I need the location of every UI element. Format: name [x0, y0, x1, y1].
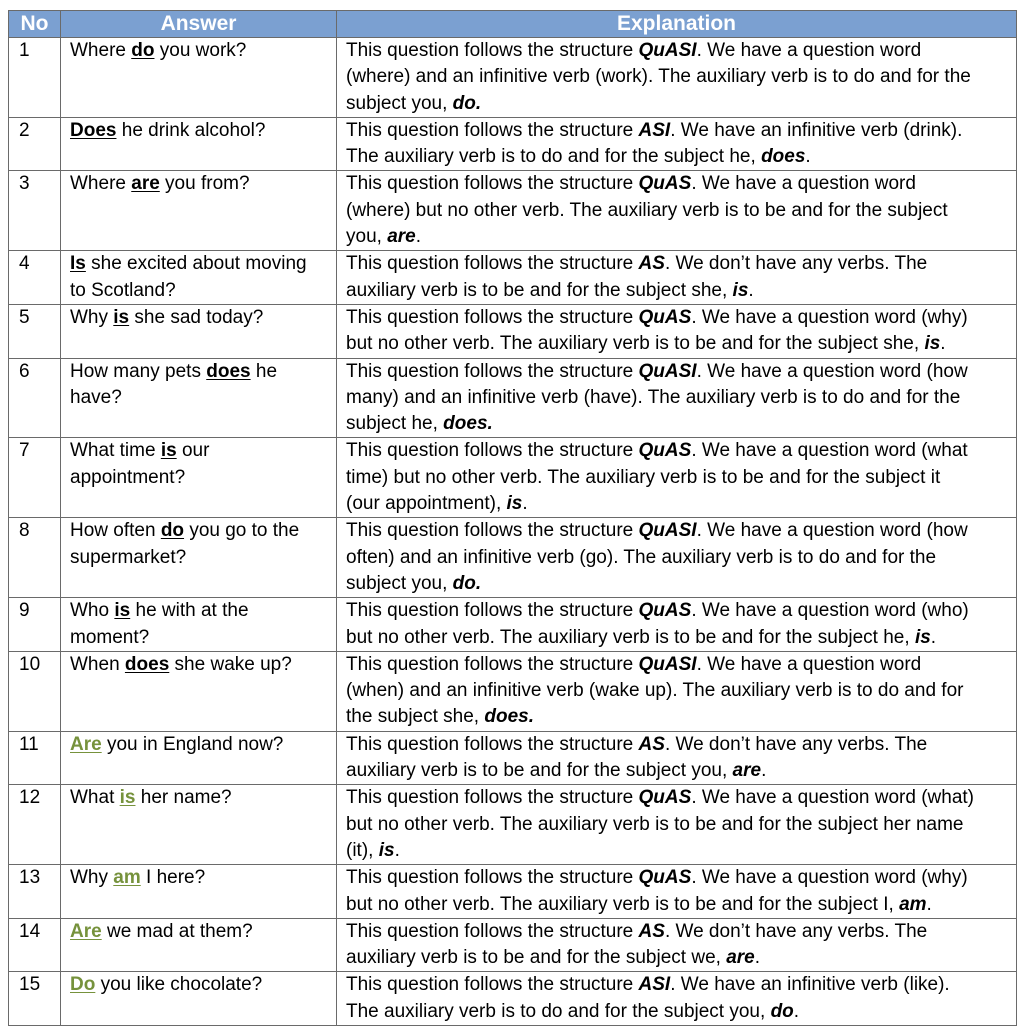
text-segment: . We don’t have any verbs. The: [664, 920, 928, 942]
text-segment: . We have a question word (what): [691, 787, 974, 809]
text-segment: . We have an infinitive verb (like).: [670, 974, 950, 996]
text-segment: subject he,: [346, 413, 444, 435]
answer-cell: [61, 518, 337, 598]
answer-cell: [61, 785, 337, 865]
text-segment: .: [793, 1000, 800, 1022]
text-segment: subject you,: [346, 572, 453, 594]
emphasis-text: do.: [452, 92, 482, 114]
emphasis-text: do: [770, 1000, 794, 1022]
text-segment: but no other verb. The auxiliary verb is to be and for the subject I,: [346, 893, 900, 915]
emphasis-text: am: [899, 893, 927, 915]
emphasis-text: does.: [443, 413, 493, 435]
text-line: [346, 945, 1012, 971]
text-segment: he drink alcohol?: [116, 119, 266, 141]
text-segment: but no other verb. The auxiliary verb is to be and for the subject she,: [346, 333, 925, 355]
text-line: [70, 38, 332, 64]
text-segment: . We have a question word (why): [691, 867, 968, 889]
text-segment: the subject she,: [346, 706, 485, 728]
text-line: [70, 385, 332, 411]
table-row: [9, 651, 1017, 731]
auxiliary-verb: are: [131, 173, 160, 195]
emphasis-text: QuAS: [638, 306, 692, 328]
text-segment: . We have a question word (why): [691, 306, 968, 328]
text-segment: .: [748, 279, 754, 301]
text-line: [346, 224, 1012, 250]
auxiliary-verb: Is: [70, 253, 86, 275]
emphasis-text: QuASI: [638, 653, 697, 675]
table-row: [9, 598, 1017, 652]
text-segment: you in England now?: [101, 733, 284, 755]
text-segment: . We have a question word (what: [691, 440, 968, 462]
text-segment: How often: [70, 520, 161, 542]
emphasis-text: QuASI: [638, 520, 697, 542]
emphasis-text: does.: [484, 706, 534, 728]
text-segment: you from?: [159, 173, 250, 195]
text-segment: .: [940, 333, 946, 355]
auxiliary-verb: is: [119, 787, 136, 809]
text-segment: she excited about moving: [85, 253, 307, 275]
auxiliary-verb: Does: [70, 119, 117, 141]
explanation-cell: [337, 304, 1017, 358]
text-line: [70, 359, 332, 385]
text-line: [70, 518, 332, 544]
header-explanation: Explanation: [337, 11, 1017, 38]
text-line: [346, 838, 1012, 864]
text-segment: When: [70, 653, 125, 675]
text-segment: . We don’t have any verbs. The: [664, 733, 928, 755]
emphasis-text: is: [924, 333, 941, 355]
text-segment: to Scotland?: [70, 279, 176, 301]
text-segment: This question follows the structure: [346, 974, 639, 996]
auxiliary-verb: is: [114, 600, 131, 622]
text-segment: This question follows the structure: [346, 920, 639, 942]
text-segment: . We have a question word: [696, 653, 922, 675]
auxiliary-verb: am: [113, 867, 141, 889]
text-line: [346, 758, 1012, 784]
text-line: [70, 598, 332, 624]
text-line: [346, 518, 1012, 544]
text-line: [346, 91, 1012, 117]
table-row: [9, 731, 1017, 785]
text-line: [70, 305, 332, 331]
text-segment: auxiliary verb is to be and for the subject we,: [346, 947, 727, 969]
explanation-cell: [337, 651, 1017, 731]
text-segment: you work?: [154, 40, 247, 61]
text-line: [346, 785, 1012, 811]
emphasis-text: ASI: [638, 974, 671, 996]
text-segment: but no other verb. The auxiliary verb is to be and for the subject he,: [346, 626, 915, 648]
text-line: [346, 865, 1012, 891]
auxiliary-verb: do: [131, 40, 155, 61]
text-line: [346, 331, 1012, 357]
text-segment: Where: [70, 173, 132, 195]
text-line: [346, 972, 1012, 998]
table-row: [9, 38, 1017, 118]
text-segment: appointment?: [70, 466, 186, 488]
table-row: [9, 972, 1017, 1026]
text-segment: I here?: [140, 867, 206, 889]
text-segment: . We have a question word: [691, 173, 916, 195]
text-segment: supermarket?: [70, 546, 187, 568]
row-number: 4: [9, 251, 61, 305]
emphasis-text: is: [732, 279, 749, 301]
text-line: [346, 251, 1012, 277]
answer-cell: [61, 38, 337, 118]
text-segment: .: [522, 493, 528, 515]
text-segment: many) and an infinitive verb (have). The auxiliary verb is to do and for the: [346, 386, 961, 408]
row-number: 7: [9, 438, 61, 518]
text-segment: (our appointment),: [346, 493, 507, 515]
text-segment: (where) and an infinitive verb (work). The auxiliary verb is to do and for the: [346, 66, 971, 88]
answer-table: [8, 10, 1017, 1026]
text-line: [70, 865, 332, 891]
text-segment: . We have a question word (how: [696, 520, 968, 542]
emphasis-text: is: [506, 493, 523, 515]
text-segment: often) and an infinitive verb (go). The auxiliary verb is to do and for the: [346, 546, 937, 568]
text-segment: How many pets: [70, 360, 207, 382]
text-segment: (when) and an infinitive verb (wake up). The auxiliary verb is to do and for: [346, 680, 964, 702]
answer-cell: [61, 304, 337, 358]
text-line: [346, 812, 1012, 838]
auxiliary-verb: is: [160, 440, 177, 462]
emphasis-text: QuAS: [638, 600, 692, 622]
text-segment: subject you,: [346, 92, 453, 114]
explanation-cell: [337, 117, 1017, 171]
text-line: [346, 571, 1012, 597]
text-line: [346, 64, 1012, 90]
text-segment: The auxiliary verb is to do and for the subject he,: [346, 146, 762, 168]
text-segment: . We have a question word (who): [691, 600, 969, 622]
text-line: [346, 652, 1012, 678]
answer-cell: [61, 358, 337, 438]
row-number: 3: [9, 171, 61, 251]
text-segment: Who: [70, 600, 115, 622]
text-line: [70, 785, 332, 811]
text-segment: (where) but no other verb. The auxiliary verb is to be and for the subject: [346, 199, 948, 221]
answer-table-container: [8, 10, 1017, 1026]
text-segment: Why: [70, 306, 114, 328]
text-segment: moment?: [70, 626, 150, 648]
text-line: [346, 465, 1012, 491]
answer-cell: [61, 598, 337, 652]
row-number: 1: [9, 38, 61, 118]
emphasis-text: ASI: [638, 119, 671, 141]
table-row: [9, 865, 1017, 919]
text-segment: (it),: [346, 839, 379, 861]
table-row: [9, 358, 1017, 438]
text-line: [346, 278, 1012, 304]
table-row: [9, 785, 1017, 865]
emphasis-text: AS: [638, 920, 665, 942]
row-number: 5: [9, 304, 61, 358]
text-line: [70, 545, 332, 571]
text-line: [346, 625, 1012, 651]
text-segment: you go to the: [184, 520, 300, 542]
text-line: [70, 465, 332, 491]
text-line: [70, 625, 332, 651]
text-segment: our: [176, 440, 210, 462]
table-row: [9, 918, 1017, 972]
text-segment: This question follows the structure: [346, 600, 639, 622]
row-number: 6: [9, 358, 61, 438]
answer-cell: [61, 117, 337, 171]
text-line: [70, 438, 332, 464]
explanation-cell: [337, 865, 1017, 919]
text-line: [346, 678, 1012, 704]
emphasis-text: QuAS: [638, 173, 692, 195]
text-segment: This question follows the structure: [346, 787, 639, 809]
row-number: 11: [9, 731, 61, 785]
text-segment: Where: [70, 40, 132, 61]
text-segment: This question follows the structure: [346, 520, 639, 542]
text-line: [346, 305, 1012, 331]
text-segment: This question follows the structure: [346, 440, 639, 462]
row-number: 12: [9, 785, 61, 865]
text-segment: .: [930, 626, 937, 648]
text-segment: you like chocolate?: [95, 974, 263, 996]
text-line: [346, 892, 1012, 918]
text-line: [70, 171, 332, 197]
header-row: [9, 11, 1017, 38]
text-line: [70, 732, 332, 758]
auxiliary-verb: Are: [70, 733, 102, 755]
emphasis-text: QuAS: [638, 867, 692, 889]
text-line: [346, 438, 1012, 464]
emphasis-text: are: [387, 226, 416, 248]
header-no: No: [9, 11, 61, 38]
table-row: [9, 117, 1017, 171]
text-line: [346, 704, 1012, 730]
auxiliary-verb: Are: [70, 920, 102, 942]
text-segment: This question follows the structure: [346, 173, 639, 195]
explanation-cell: [337, 171, 1017, 251]
text-line: [70, 118, 332, 144]
text-line: [346, 144, 1012, 170]
text-segment: This question follows the structure: [346, 653, 639, 675]
text-line: [70, 652, 332, 678]
auxiliary-verb: does: [124, 653, 170, 675]
text-segment: This question follows the structure: [346, 733, 639, 755]
answer-cell: [61, 972, 337, 1026]
text-segment: Why: [70, 867, 114, 889]
text-segment: .: [754, 947, 761, 969]
text-line: [70, 919, 332, 945]
text-segment: auxiliary verb is to be and for the subject she,: [346, 279, 733, 301]
text-line: [346, 38, 1012, 64]
emphasis-text: is: [378, 839, 395, 861]
answer-cell: [61, 171, 337, 251]
text-segment: her name?: [135, 787, 232, 809]
text-segment: . We don’t have any verbs. The: [664, 253, 928, 275]
emphasis-text: do.: [452, 572, 482, 594]
text-line: [346, 359, 1012, 385]
text-line: [346, 385, 1012, 411]
emphasis-text: is: [914, 626, 931, 648]
text-segment: . We have an infinitive verb (drink).: [670, 119, 963, 141]
text-segment: . We have a question word: [696, 40, 922, 61]
table-row: [9, 438, 1017, 518]
text-line: [346, 118, 1012, 144]
text-line: [346, 171, 1012, 197]
text-line: [70, 278, 332, 304]
emphasis-text: does: [761, 146, 806, 168]
auxiliary-verb: does: [206, 360, 251, 382]
row-number: 15: [9, 972, 61, 1026]
text-segment: you,: [346, 226, 388, 248]
emphasis-text: AS: [638, 733, 665, 755]
table-row: [9, 304, 1017, 358]
answer-cell: [61, 865, 337, 919]
text-segment: This question follows the structure: [346, 306, 639, 328]
explanation-cell: [337, 251, 1017, 305]
text-segment: .: [415, 226, 422, 248]
answer-cell: [61, 731, 337, 785]
text-segment: This question follows the structure: [346, 119, 639, 141]
text-segment: we mad at them?: [101, 920, 253, 942]
answer-cell: [61, 651, 337, 731]
explanation-cell: [337, 731, 1017, 785]
text-segment: he: [250, 360, 278, 382]
answer-cell: [61, 438, 337, 518]
text-segment: auxiliary verb is to be and for the subject you,: [346, 760, 733, 782]
text-segment: The auxiliary verb is to do and for the subject you,: [346, 1000, 771, 1022]
text-segment: .: [761, 760, 767, 782]
row-number: 8: [9, 518, 61, 598]
explanation-cell: [337, 438, 1017, 518]
text-segment: This question follows the structure: [346, 867, 639, 889]
text-line: [346, 732, 1012, 758]
emphasis-text: are: [732, 760, 762, 782]
text-segment: she wake up?: [169, 653, 292, 675]
text-line: [346, 491, 1012, 517]
text-segment: This question follows the structure: [346, 40, 639, 61]
row-number: 9: [9, 598, 61, 652]
emphasis-text: QuASI: [638, 360, 697, 382]
answer-cell: [61, 918, 337, 972]
text-segment: she sad today?: [129, 306, 264, 328]
text-segment: This question follows the structure: [346, 360, 639, 382]
explanation-cell: [337, 358, 1017, 438]
explanation-cell: [337, 598, 1017, 652]
text-line: [346, 411, 1012, 437]
table-row: [9, 251, 1017, 305]
text-line: [346, 999, 1012, 1025]
emphasis-text: QuAS: [638, 440, 692, 462]
text-segment: What time: [70, 440, 161, 462]
text-line: [70, 251, 332, 277]
text-segment: .: [805, 146, 811, 168]
text-segment: have?: [70, 386, 122, 408]
emphasis-text: are: [726, 947, 755, 969]
explanation-cell: [337, 785, 1017, 865]
emphasis-text: AS: [638, 253, 665, 275]
explanation-cell: [337, 972, 1017, 1026]
emphasis-text: QuASI: [638, 40, 697, 61]
row-number: 2: [9, 117, 61, 171]
row-number: 10: [9, 651, 61, 731]
text-segment: . We have a question word (how: [696, 360, 968, 382]
header-answer: Answer: [61, 11, 337, 38]
table-row: [9, 518, 1017, 598]
text-line: [346, 598, 1012, 624]
explanation-cell: [337, 38, 1017, 118]
table-body: [9, 38, 1017, 1026]
table-row: [9, 171, 1017, 251]
explanation-cell: [337, 518, 1017, 598]
text-segment: This question follows the structure: [346, 253, 639, 275]
text-segment: but no other verb. The auxiliary verb is to be and for the subject her name: [346, 813, 964, 835]
text-segment: he with at the: [130, 600, 249, 622]
text-line: [346, 545, 1012, 571]
emphasis-text: QuAS: [638, 787, 692, 809]
text-segment: .: [394, 839, 400, 861]
text-segment: time) but no other verb. The auxiliary verb is to be and for the subject it: [346, 466, 941, 488]
text-segment: .: [926, 893, 932, 915]
auxiliary-verb: Do: [70, 974, 96, 996]
explanation-cell: [337, 918, 1017, 972]
text-segment: What: [70, 787, 120, 809]
answer-cell: [61, 251, 337, 305]
text-line: [346, 919, 1012, 945]
row-number: 13: [9, 865, 61, 919]
auxiliary-verb: is: [113, 306, 130, 328]
auxiliary-verb: do: [160, 520, 185, 542]
row-number: 14: [9, 918, 61, 972]
text-line: [70, 972, 332, 998]
text-line: [346, 198, 1012, 224]
